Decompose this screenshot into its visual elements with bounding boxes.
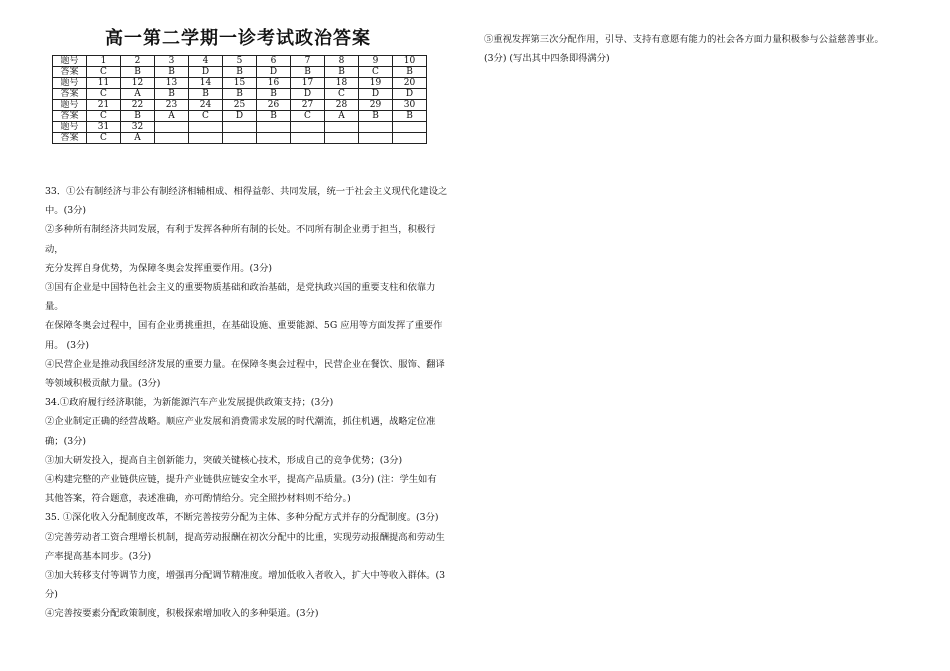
table-cell: 22 xyxy=(121,100,155,111)
table-cell: 16 xyxy=(257,78,291,89)
table-cell: B xyxy=(393,67,427,78)
table-cell: C xyxy=(325,89,359,100)
table-cell: B xyxy=(121,111,155,122)
table-cell: 31 xyxy=(87,122,121,133)
answer-line: 分) xyxy=(45,589,58,601)
row-label: 答案 xyxy=(53,133,87,144)
answer-line: ④构建完整的产业链供应链，提升产业链供应链安全水平，提高产品质量。(3分) (注：学生如有 xyxy=(45,474,437,486)
table-cell: 24 xyxy=(189,100,223,111)
table-cell: D xyxy=(291,89,325,100)
table-cell xyxy=(189,122,223,133)
table-cell: 19 xyxy=(359,78,393,89)
table-cell: A xyxy=(325,111,359,122)
table-cell: D xyxy=(257,67,291,78)
table-cell: 28 xyxy=(325,100,359,111)
table-cell: C xyxy=(87,111,121,122)
answer-line: 等领域积极贡献力量。(3分) xyxy=(45,378,161,390)
table-cell: B xyxy=(189,89,223,100)
answer-line: ⑤重视发挥第三次分配作用，引导、支持有意愿有能力的社会各方面力量积极参与公益慈善事业。 xyxy=(484,34,884,45)
row-label: 答案 xyxy=(53,89,87,100)
table-cell: 25 xyxy=(223,100,257,111)
table-cell: B xyxy=(155,67,189,78)
answer-table xyxy=(52,55,427,144)
table-cell: 32 xyxy=(121,122,155,133)
answer-line: ④民营企业是推动我国经济发展的重要力量。在保障冬奥会过程中，民营企业在餐饮、服饰、翻译 xyxy=(45,358,445,370)
answer-line: ③加大转移支付等调节力度，增强再分配调节精准度。增加低收入者收入，扩大中等收入群体。(3 xyxy=(45,570,446,582)
table-row xyxy=(53,89,427,100)
table-cell: 6 xyxy=(257,56,291,67)
table-cell xyxy=(155,133,189,144)
answer-line: 动， xyxy=(45,243,64,255)
table-cell: 1 xyxy=(87,56,121,67)
answer-line: ②完善劳动者工资合理增长机制，提高劳动报酬在初次分配中的比重，实现劳动报酬提高和劳动生 xyxy=(45,531,445,543)
table-cell: 7 xyxy=(291,56,325,67)
table-cell: 12 xyxy=(121,78,155,89)
answer-line: (3分) (写出其中四条即得满分) xyxy=(484,53,610,65)
table-cell xyxy=(223,133,257,144)
table-cell: B xyxy=(223,67,257,78)
table-cell: 10 xyxy=(393,56,427,67)
table-cell xyxy=(291,122,325,133)
row-label: 题号 xyxy=(53,100,87,111)
table-cell xyxy=(257,122,291,133)
table-cell: C xyxy=(87,133,121,144)
table-row xyxy=(53,133,427,144)
answer-line: 量。 xyxy=(45,301,64,313)
row-label: 题号 xyxy=(53,78,87,89)
table-cell: 8 xyxy=(325,56,359,67)
table-cell: B xyxy=(257,111,291,122)
table-cell: 27 xyxy=(291,100,325,111)
table-cell: B xyxy=(257,89,291,100)
table-cell: 9 xyxy=(359,56,393,67)
table-cell: 20 xyxy=(393,78,427,89)
table-row xyxy=(53,122,427,133)
answer-line: 充分发挥自身优势，为保障冬奥会发挥重要作用。(3分) xyxy=(45,262,272,274)
table-row xyxy=(53,111,427,122)
table-cell: A xyxy=(155,111,189,122)
table-cell: 4 xyxy=(189,56,223,67)
table-cell: A xyxy=(121,89,155,100)
table-cell xyxy=(359,133,393,144)
table-cell: D xyxy=(189,67,223,78)
table-cell: 30 xyxy=(393,100,427,111)
table-cell: C xyxy=(87,67,121,78)
row-label: 题号 xyxy=(53,122,87,133)
table-cell: 26 xyxy=(257,100,291,111)
table-cell xyxy=(189,133,223,144)
table-row xyxy=(53,100,427,111)
table-cell: 13 xyxy=(155,78,189,89)
table-cell xyxy=(257,133,291,144)
table-cell: A xyxy=(121,133,155,144)
table-cell: B xyxy=(155,89,189,100)
table-row xyxy=(53,56,427,67)
answer-line: 产率提高基本同步。(3分) xyxy=(45,550,152,562)
answer-line: ④完善按要素分配政策制度，积极探索增加收入的多种渠道。(3分) xyxy=(45,608,319,620)
page-title: 高一第二学期一诊考试政治答案 xyxy=(105,28,371,49)
table-cell xyxy=(223,122,257,133)
table-cell: 21 xyxy=(87,100,121,111)
table-cell: 5 xyxy=(223,56,257,67)
answer-line: 中。(3分) xyxy=(45,205,87,217)
row-label: 答案 xyxy=(53,111,87,122)
answer-line: 用。 (3分) xyxy=(45,339,90,351)
table-cell: 15 xyxy=(223,78,257,89)
table-row xyxy=(53,78,427,89)
table-cell: 23 xyxy=(155,100,189,111)
answer-line: ②多种所有制经济共同发展，有利于发挥各种所有制的长处。不同所有制企业勇于担当，积极行 xyxy=(45,224,436,236)
table-cell xyxy=(325,122,359,133)
table-cell xyxy=(155,122,189,133)
table-cell: D xyxy=(393,89,427,100)
table-cell: 3 xyxy=(155,56,189,67)
table-row xyxy=(53,67,427,78)
table-cell: C xyxy=(87,89,121,100)
table-cell: D xyxy=(223,111,257,122)
answer-line: 34.①政府履行经济职能，为新能源汽车产业发展提供政策支持；(3分) xyxy=(45,397,334,409)
table-cell: B xyxy=(121,67,155,78)
table-cell: 14 xyxy=(189,78,223,89)
answer-line: 在保障冬奥会过程中，国有企业勇挑重担，在基础设施、重要能源、5G 应用等方面发挥了重要作 xyxy=(45,320,443,332)
table-cell xyxy=(291,133,325,144)
table-cell: 18 xyxy=(325,78,359,89)
row-label: 答案 xyxy=(53,67,87,78)
answer-line: 35. ①深化收入分配制度改革，不断完善按劳分配为主体、多种分配方式并存的分配制度。(3分) xyxy=(45,512,439,524)
answer-text-left xyxy=(45,182,470,624)
table-cell: 2 xyxy=(121,56,155,67)
table-cell xyxy=(393,133,427,144)
table-cell: D xyxy=(359,89,393,100)
table-cell: B xyxy=(359,111,393,122)
table-cell: C xyxy=(189,111,223,122)
table-cell: 29 xyxy=(359,100,393,111)
answer-line: 其他答案，符合题意，表述准确，亦可酌情给分。完全照抄材料则不给分。) xyxy=(45,493,351,505)
answer-line: ③加大研发投入，提高自主创新能力，突破关键核心技术，形成自己的竞争优势；(3分) xyxy=(45,454,403,466)
table-cell: B xyxy=(223,89,257,100)
table-cell: C xyxy=(359,67,393,78)
row-label: 题号 xyxy=(53,56,87,67)
table-cell: B xyxy=(393,111,427,122)
table-cell: 17 xyxy=(291,78,325,89)
answer-line: ②企业制定正确的经营战略。顺应产业发展和消费需求发展的时代潮流，抓住机遇，战略定位准 xyxy=(45,416,436,428)
answer-line: 确；(3分) xyxy=(45,435,87,447)
answer-line: ③国有企业是中国特色社会主义的重要物质基础和政治基础，是党执政兴国的重要支柱和依靠力 xyxy=(45,282,436,294)
table-cell xyxy=(359,122,393,133)
answer-text-right xyxy=(484,30,924,68)
table-cell xyxy=(393,122,427,133)
table-cell: B xyxy=(291,67,325,78)
answer-line: 33．①公有制经济与非公有制经济相辅相成、相得益彰、共同发展，统一于社会主义现代化建设之 xyxy=(45,186,448,197)
table-cell: B xyxy=(325,67,359,78)
table-cell: C xyxy=(291,111,325,122)
table-cell: 11 xyxy=(87,78,121,89)
table-cell xyxy=(325,133,359,144)
